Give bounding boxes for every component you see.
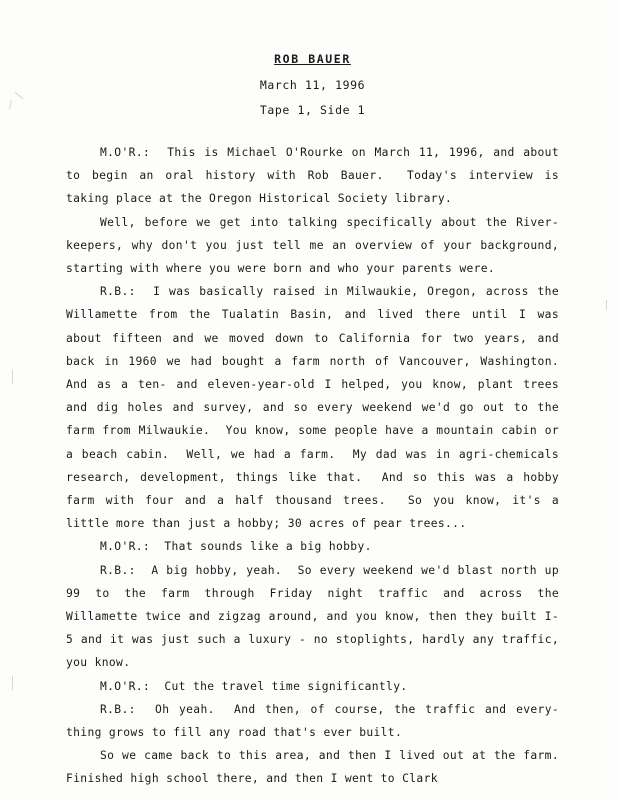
- tape-side-label: Tape 1, Side 1: [259, 103, 366, 117]
- transcript-paragraph: M.O'R.: Cut the travel time significantly.: [100, 679, 408, 693]
- transcript-paragraph: R.B.: A big hobby, yeah. So every weekend we'd blast north up 99 to the farm through Friday night traffic and across the Willamette twice and zigzag around, and you know, then they built I-5 and it was just such a luxury - no stoplights, hardly any traffic, you know.: [66, 563, 567, 670]
- scan-artifact: [15, 92, 23, 99]
- transcript-paragraph: Well, before we get into talking specifically about the River-keepers, why don't you just tell me an overview of your background, starting with where you were born and who your parents were.: [66, 215, 567, 276]
- interview-date: March 11, 1996: [259, 78, 366, 92]
- scan-artifact: [12, 676, 13, 690]
- transcript-paragraph: M.O'R.: This is Michael O'Rourke on March 11, 1996, and about to begin an oral history with Rob Bauer. Today's interview is taking place at the Oregon Historical Society library.: [66, 146, 567, 206]
- scan-artifact: [12, 370, 13, 384]
- scan-artifact: [9, 100, 12, 109]
- transcript-paragraph: M.O'R.: That sounds like a big hobby.: [100, 540, 372, 554]
- transcript-paragraph: R.B.: Oh yeah. And then, of course, the traffic and every-thing grows to fill any road that's ever built.: [66, 702, 559, 740]
- transcript-paragraph: So we came back to this area, and then I lived out at the farm. Finished high school there, and then I went to Clark: [66, 749, 574, 786]
- transcript-paragraph: R.B.: I was basically raised in Milwaukie, Oregon, across the Willamette from the Tualatin Basin, and lived there until I was about fifteen and we moved down to California for two years, and back in 1960 we had bought a farm north of Vancouver, Washington. And as a ten- and eleven-year-old I helped, you know, plant trees and dig holes and survey, and so every weekend we'd go out to the farm from Milwaukie. You know, some people have a mountain cabin or a beach cabin. Well, we had a farm. My dad was in agri-chemicals research, development, things like that. And so this was a hobby farm with four and a half thousand trees. So you know, it's a little more than just a hobby; 30 acres of pear trees...: [66, 285, 574, 531]
- scan-artifact: [606, 300, 607, 310]
- transcript-body: [66, 141, 574, 791]
- page-title: ROB BAUER: [274, 52, 351, 66]
